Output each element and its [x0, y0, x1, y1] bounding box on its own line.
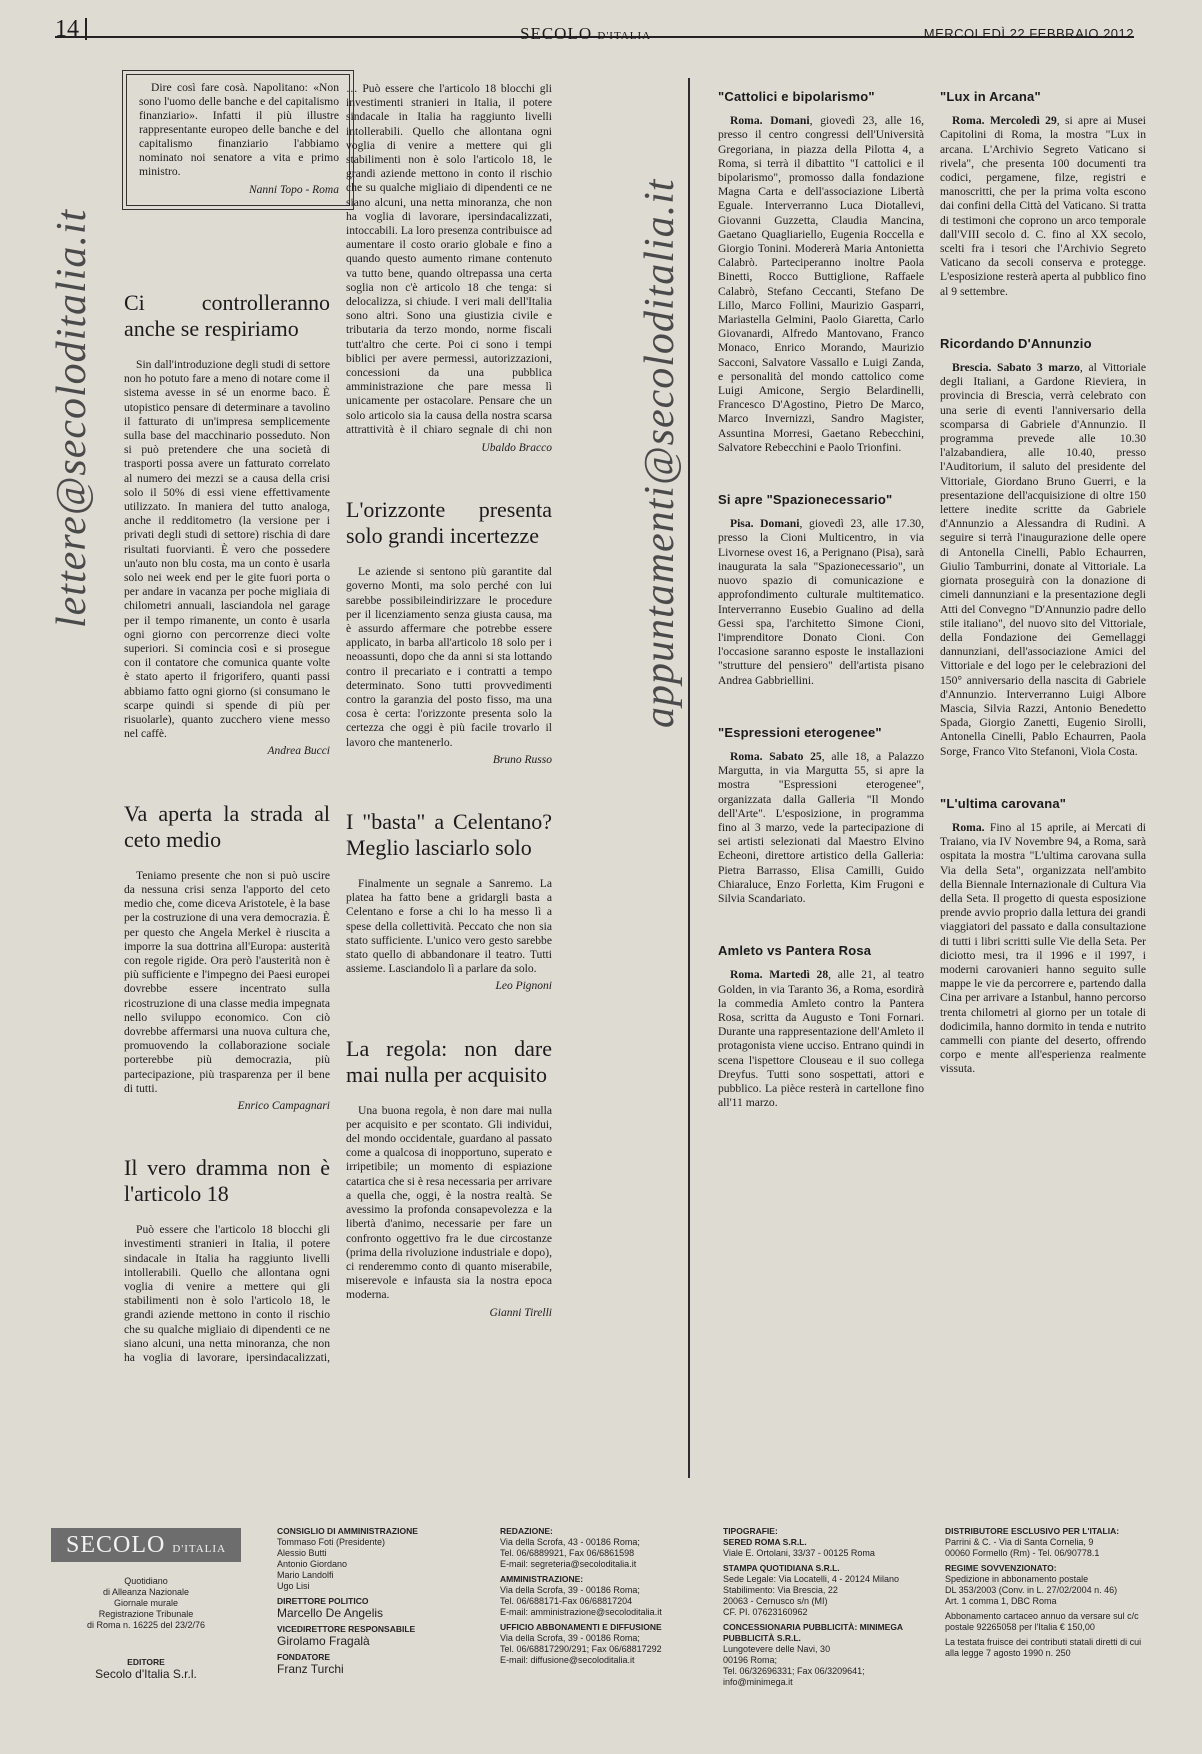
letter-title: Ci controlleranno anche se respiriamo	[124, 290, 330, 341]
letter-author: Gianni Tirelli	[489, 1306, 552, 1319]
letters-column-1	[124, 290, 330, 1368]
event-title: "L'ultima carovana"	[940, 795, 1067, 811]
event-body: , alle 18, a Palazzo Margutta, in via Margutta 55, si apre la mostra "Espressioni eterogenee", organizzata dalla Galleria "Il Mondo dell'Arte". L'esposizione, in programma fino al 3 marzo, vede la partecipazione di sei artisti selezionati dal Maestro Elvino Echeoni, direttore artistico della Galleria: Pietra Barrasso, Elisa Camilli, Guido Chiaraluce, Enzo Forletta, Kim Frugoni e Silvia Scandariato.	[718, 749, 924, 905]
amministrazione-email[interactable]: E-mail: amministrazione@secoloditalia.it	[500, 1607, 662, 1617]
event-lead: Brescia. Sabato 3 marzo	[952, 361, 1080, 375]
event-lead: Roma. Sabato 25	[730, 749, 822, 763]
newspaper-name	[520, 24, 651, 44]
publisher-name: Secolo d'Italia S.r.l.	[95, 1667, 197, 1681]
event-item	[940, 797, 1146, 1077]
event-title: Amleto vs Pantera Rosa	[718, 943, 872, 959]
letter-author: Andrea Bucci	[267, 745, 330, 758]
letter-title: L'orizzonte presenta solo grandi incertezze	[346, 497, 552, 549]
boxed-letter	[126, 74, 350, 206]
column-divider	[688, 78, 690, 1478]
letter-author: Enrico Campagnari	[237, 1099, 330, 1112]
redazione-email[interactable]: E-mail: segreteria@secoloditalia.it	[500, 1559, 637, 1569]
letter-body: Le aziende si sentono più garantite dal governo Monti, ma solo perché con lui sarebbe possibileindirizzare le procedure per il licenziamento senza giusta causa, ma è assurdo affermare che potrebbe essere applicato, in barba all'articolo 18 solo per i neoassunti, dopo che da anni si sta lottando contro il precariato e i contratti a tempo determinato. Sono tutti provvedimenti contro la garanzia del posto fisso, ma una cosa è certa: l'orizzonte presenta solo la certezza che oggi è più facile trovarlo il lavoro che mantenerlo.	[346, 565, 552, 749]
event-item	[718, 944, 924, 1110]
pubblicita-email[interactable]: info@minimega.it	[723, 1677, 793, 1687]
boxed-letter-author: Nanni Topo - Roma	[249, 184, 339, 196]
colophon-board: CONSIGLIO DI AMMINISTRAZIONE Tommaso Foti (Presidente) Alessio Butti Antonio Giordano Mario Landolfi Ugo Lisi DIRETTORE POLITICO Marcello De Angelis VICEDIRETTORE RESPONSABILE Girolamo Fragalà FONDATORE Franz Turchi	[277, 1526, 418, 1676]
event-item	[718, 90, 924, 455]
colophon-offices: REDAZIONE: Via della Scrofa, 43 - 00186 Roma; Tel. 06/6889921, Fax 06/6861598 E-mail: segreteria@secoloditalia.it AMMINISTRAZIONE: Via della Scrofa, 39 - 00186 Roma; Tel. 06/688171-Fax 06/68817204 E-mail: amministrazione@secoloditalia.it UFFICIO ABBONAMENTI E DIFFUSIONE Via della Scrofa, 39 - 00186 Roma; Tel. 06/68817290/291; Fax 06/68817292 E-mail: diffusione@secoloditalia.it	[500, 1526, 715, 1670]
letter-body: Finalmente un segnale a Sanremo. La platea ha fatto bene a gridargli basta a Celentano e forse a chi lo ha messo lì a spese della collettività. Peccato che non sia stato sufficiente. L'unico vero gesto sarebbe stato quello di abbandonare il teatro. Tutti assieme. Lasciandolo lì a parlare da solo.	[346, 877, 552, 976]
letter-body: Sin dall'introduzione degli studi di settore non ho potuto fare a meno di notare come il sistema avesse in sé un enorme baco. È utopistico pensare di determinare a tavolino il fatturato di un'impresa semplicemente sulla base del macchinario posseduto. Non si può pretendere che una società di trasporti possa avere un fatturato correlato al numero dei mezzi se a causa della crisi solo il 50% di essi viene effettivamente utilizzato. In maniera del tutto analoga, anche il redditometro (la versione per i privati degli studi di settore) rischia di dare risultati fuorvianti. È vero che possedere un'auto non blu costa, ma un conto è usarla solo nei week end per le gite fuori porta o per andare in vacanza per poche migliaia di chilometri annuali, lasciandola nel garage per il tempo rimanente, un conto è usarla ogni giorno con percorrenze dieci volte superiori. Si comincia così e si prosegue con il contatore che comunica quante volte è stato aperto il frigorifero, quanti passi abbiamo fatto ogni giorno (si consumano le scarpe quindi si spende di più per risuolarle), quanto zucchero viene messo nel caffè.	[124, 358, 330, 741]
event-body: , si apre ai Musei Capitolini di Roma, la mostra "Lux in arcana. L'Archivio Segreto Vaticano si rivela", che presenta 100 documenti tra codici, pergamene, filze, registri e manoscritti, che per la prima volta escono dai confini della Città del Vaticano. Si tratta di testimoni che coprono un arco temporale dall'VIII secolo d. C. fino al XX secolo, scelti fra i tesori che l'Archivio Segreto Vaticano da secoli conserva e protegge. L'esposizione resterà aperta al pubblico fino al 9 settembre.	[940, 114, 1147, 298]
letter-title: Va aperta la strada al ceto medio	[124, 800, 330, 852]
colophon-distribution: DISTRIBUTORE ESCLUSIVO PER L'ITALIA: Parrini & C. - Via di Santa Cornelia, 9 00060 Formello (Rm) - Tel. 06/90778.1 REGIME SOVVENZIONATO: Spedizione in abbonamento postale DL 353/2003 (Conv. in L. 27/02/2004 n. 46) Art. 1 comma 1, DBC Roma Abbonamento cartaceo annuo da versare sul c/c postale 92265058 per l'Italia € 150,00 La testata fruisce dei contributi statali diretti di cui alla legge 7 agosto 1990 n. 250	[945, 1526, 1142, 1658]
event-title: Ricordando D'Annunzio	[940, 335, 1092, 351]
colophon	[45, 1520, 1157, 1710]
event-title: Si apre "Spazionecessario"	[718, 492, 893, 508]
letters-email-sidebar[interactable]: lettere@secoloditalia.it	[49, 208, 95, 628]
diffusione-email[interactable]: E-mail: diffusione@secoloditalia.it	[500, 1655, 635, 1665]
event-item	[940, 337, 1146, 759]
event-lead: Roma. Martedì 28	[730, 968, 829, 982]
event-lead: Roma.	[952, 820, 985, 834]
newspaper-logo: SECOLO D'ITALIA	[51, 1528, 241, 1562]
events-column-2	[940, 90, 1146, 1080]
letter-body: Una buona regola, è non dare mai nulla per acquisito e per scontato. Gli individui, del mondo occidentale, guardano al passato come a qualcosa di inopportuno, superato e irripetibile; un momento di espiazione catartica che si è resa necessaria per arrivare a quella che, oggi, è la nostra realtà. Se avessimo la profonda consapevolezza e la libertà d'animo, necessarie per fare un confronto oggettivo fra le due circostanze (prima della rivoluzione industriale e dopo), ci renderemmo conto di quanto miserabile, miserevole e infausta sia la nostra epoca moderna.	[346, 1103, 552, 1302]
letter-author: Ubaldo Bracco	[481, 442, 552, 454]
events-column-1	[718, 90, 924, 1113]
letter-title: Il vero dramma non è l'articolo 18	[124, 1155, 330, 1207]
newspaper-name-suffix: D'ITALIA	[597, 30, 652, 42]
letter-author: Leo Pignoni	[495, 980, 552, 993]
event-body: , alle 21, al teatro Golden, in via Taranto 36, a Roma, esordirà la commedia Amleto contro la Pantera Rosa, scritta da Augusto e Toni Fornari. Durante una rappresentazione dell'Amleto il protagonista viene ucciso. Entrano quindi in scena l'ispettore Clouseau e il suo collega Dreyfus. Tutti sono sospettati, attori e pubblico. La pièce resterà in cartellone fino all'11 marzo.	[718, 968, 924, 1110]
colophon-printers: TIPOGRAFIE: SERED ROMA S.R.L. Viale E. Ortolani, 33/37 - 00125 Roma STAMPA QUOTIDIANA S.R.L. Sede Legale: Via Locatelli, 4 - 20124 Milano Stabilimento: Via Brescia, 22 20063 - Cernusco s/n (MI) CF. PI. 07623160962 CONCESSIONARIA PUBBLICITÀ: MINIMEGA PUBBLICITÀ S.R.L. Lungotevere delle Navi, 30 00196 Roma; Tel. 06/32696331; Fax 06/3209641; info@minimega.it	[723, 1526, 938, 1692]
event-title: "Cattolici e bipolarismo"	[718, 89, 875, 104]
letters-column-2	[346, 82, 552, 1323]
event-body: Fino al 15 aprile, ai Mercati di Traiano, via IV Novembre 94, a Roma, sarà ospitata la mostra "L'ultima carovana sulla Via della Seta", organizzata nell'ambito della Biennale Internazionale di Cultura Via della Seta. Il progetto di questa esposizione prende avvio proprio dalla lettura dei grandi viaggiatori del passato e dalla consultazione di tutti i libri scritti sulle Vie della Seta. Per diciotto mesi, tra il 1996 e il 1997, i moderni carovanieri hanno seguito sulle mappe le vie da percorrere e, partendo dalla Cina per arrivare a Istanbul, hanno percorso trenta chilometri al giorno per un totale di dodicimila, hanno dormito in tenda e nutrito cammelli con piante del deserto, offrendo corpo e mente all'esperienza realmente vissuta.	[940, 820, 1146, 1076]
colophon-masthead: Quotidiano di Alleanza Nazionale Giornale murale Registrazione Tribunale di Roma n. 16225 del 23/2/76 EDITORE Secolo d'Italia S.r.l.	[51, 1576, 241, 1685]
letter-body: Può essere che l'articolo 18 blocchi gli investimenti stranieri in Italia, il potere sindacale in Italia ha raggiunto livelli intollerabili. Quello che allontana ogni voglia di venire a mettere qui gli stabilimenti non è solo l'articolo 18, le grandi aziende mettono in conto il rischio che su qualche migliaio di dipendenti ce ne siano alcuni, una netta minoranza, che non ha voglia di lavorare, ipersindacalizzati,	[124, 1223, 330, 1364]
letter-title: I "basta" a Celentano? Meglio lasciarlo solo	[346, 809, 552, 861]
letter-title: La regola: non dare mai nulla per acquisito	[346, 1035, 552, 1087]
event-item	[718, 493, 924, 688]
event-body: , giovedì 23, alle 16, presso il centro congressi dell'Università Gregoriana, in piazza della Pilotta 4, a Roma, si terrà il dibattito "I cattolici e il bipolarismo", promosso dalla fondazione Magna Carta e dell'associazione Libertà Eguale. Interverranno Luca Diotallevi, Giovanni Guzzetta, Claudia Mancina, Gaetano Quagliariello, Eugenia Roccella e Giorgio Tonini. Modererà Maria Antonietta Calabrò. Parteciperanno inoltre Paola Binetti, Rocco Buttiglione, Raffaele Calabrò, Stefano Ceccanti, Stefano De Lillo, Marco Follini, Maurizio Gasparri, Mariastella Gelmini, Paolo Giaretta, Carlo Giovanardi, Alfredo Mantovano, Franco Monaco, Enrico Morando, Maurizio Sacconi, Salvatore Vassallo e Luigi Zanda, e personalità del mondo cattolico come Luigi Amicone, Sergio Belardinelli, Francesco D'Agostino, Pietro De Marco, Marco Invernizzi, Sandro Magister, Assuntina Morresi, Gaetano Rebecchini, Salvatore Rebecchini e Paolo Trionfini.	[718, 114, 924, 454]
event-item	[718, 726, 924, 906]
page-number: 14	[55, 18, 87, 40]
letter-body-continued: … Può essere che l'articolo 18 blocchi gli investimenti stranieri in Italia, il potere sindacale in Italia ha raggiunto livelli intollerabili. Quello che allontana ogni voglia di venire a mettere qui gli stabilimenti non è solo l'articolo 18, le grandi aziende mettono in conto il rischio che su qualche migliaio di dipendenti ce ne siano alcuni, una netta minoranza, che non ha voglia di lavorare, ipersindacalizzati, intoccabili. La loro presenza contribuisce ad aumentare il costo orario globale e fino a quando questo aumento rimane contenuto va tutto bene, quando oltrepassa una certa soglia non c'è articolo 18 che tenga: si delocalizza, si chiude. I veri mali dell'Italia sono altri. Sono una giustizia civile e tributaria da terzo mondo, norme fiscali tutt'altro che certe. Poi ci sono i tempi biblici per avere permessi, autorizzazioni, concessioni da una pubblica amministrazione che pare messa lì unicamente per ostacolare. Pensare che un solo articolo sia la causa della nostra scarsa attrattività è il chiaro segnale di chi non	[346, 82, 552, 436]
event-title: "Lux in Arcana"	[940, 89, 1041, 104]
event-lead: Pisa. Domani	[730, 517, 800, 531]
boxed-letter-text: Dire così fare cosà. Napolitano: «Non sono l'uomo delle banche e del capitalismo finanziario». Infatti il più illustre rappresentante europeo delle banche e del capitalismo finanziario l'abbiamo nominato noi senatore a vita e primo ministro.	[139, 81, 339, 178]
event-body: , giovedì 23, alle 17.30, presso la Cioni Multicentro, in via Livornese ovest 16, a Perignano (Pisa), sarà inaugurata la sala "Spazionecessario", un nuovo spazio di comunicazione e approfondimento culturale multitematico. Interverranno Eusebio Gualino ad della Gessi spa, l'architetto Simone Cioni, l'imprenditore Donato Cioni. Con l'occasione saranno esposte le installazioni "strutture del pensiero" dell'artista pisano Andrea Gabbriellini.	[718, 517, 924, 687]
letter-body: Teniamo presente che non si può uscire da nessuna crisi senza l'apporto del ceto medio che, come diceva Aristotele, è la base per la costruzione di una vera democrazia. È per questo che Angela Merkel è riuscita a imporre la sua dottrina all'Europa: austerità con regole rigide. Ora però l'austerità non è più sufficiente e l'impegno dei Paesi europei dovrebbe essere incentrato sulla ricostruzione di una classe media impegnata nello sviluppo economico. Con ciò dovrebbe affermarsi una nuova cultura che, promuovendo la collaborazione sociale porterebbe più democrazia, più partecipazione, più trasparenza per il bene di tutti.	[124, 868, 331, 1095]
event-item	[940, 90, 1146, 299]
event-body: , al Vittoriale degli Italiani, a Gardone Rieviera, in provincia di Brescia, verrà celebrato con una serie di eventi l'anniversario della scomparsa di Gabriele d'Annunzio. Il programma prevede alle 10.30 l'alzabandiera, alle 10.40, presso l'Auditorium, il saluto del presidente del Vittoriale, Giordano Bruno Guerri, e la presentazione dell'acquisizione di oltre 150 lettere inedite scritte da Gabriele d'Annunzio a Alessandra di Rudinì. A seguire si terrà l'inaugurazione delle opere di Antonella Cinelli, Pablo Echaurren, Giulio Tamburrini, donate al Vittoriale. La giornata proseguirà con la donazione di cimeli dannunziani e la presentazione degli Atti del Convegno "D'Annunzio padre dello stile italiano", del nuovo sito del Vittoriale, della Fondazione dei Gemellaggi dannunziani, dell'associazione Amici del Vittoriale e del logo per le celebrazioni del 150° anniversario della nascita di Gabriele d'Annunzio. Interverranno Luigi Albore Mascia, Silvia Razzi, Antonio Benedetto Spada, Giorgio Zanetti, Eugenio Sirolli, Antonella Cinelli, Pablo Echaurren, Paola Sorge, Franco Vito Stefanoni, Viola Costa.	[940, 361, 1146, 758]
event-lead: Roma. Mercoledì 29	[952, 114, 1057, 128]
event-lead: Roma. Domani	[730, 114, 810, 128]
issue-date: MERCOLEDÌ 22 FEBBRAIO 2012	[923, 26, 1134, 41]
event-title: "Espressioni eterogenee"	[718, 724, 882, 740]
newspaper-name-main: SECOLO	[520, 24, 593, 43]
letter-author: Bruno Russo	[492, 753, 552, 766]
events-email-sidebar[interactable]: appuntamenti@secoloditalia.it	[637, 178, 683, 728]
